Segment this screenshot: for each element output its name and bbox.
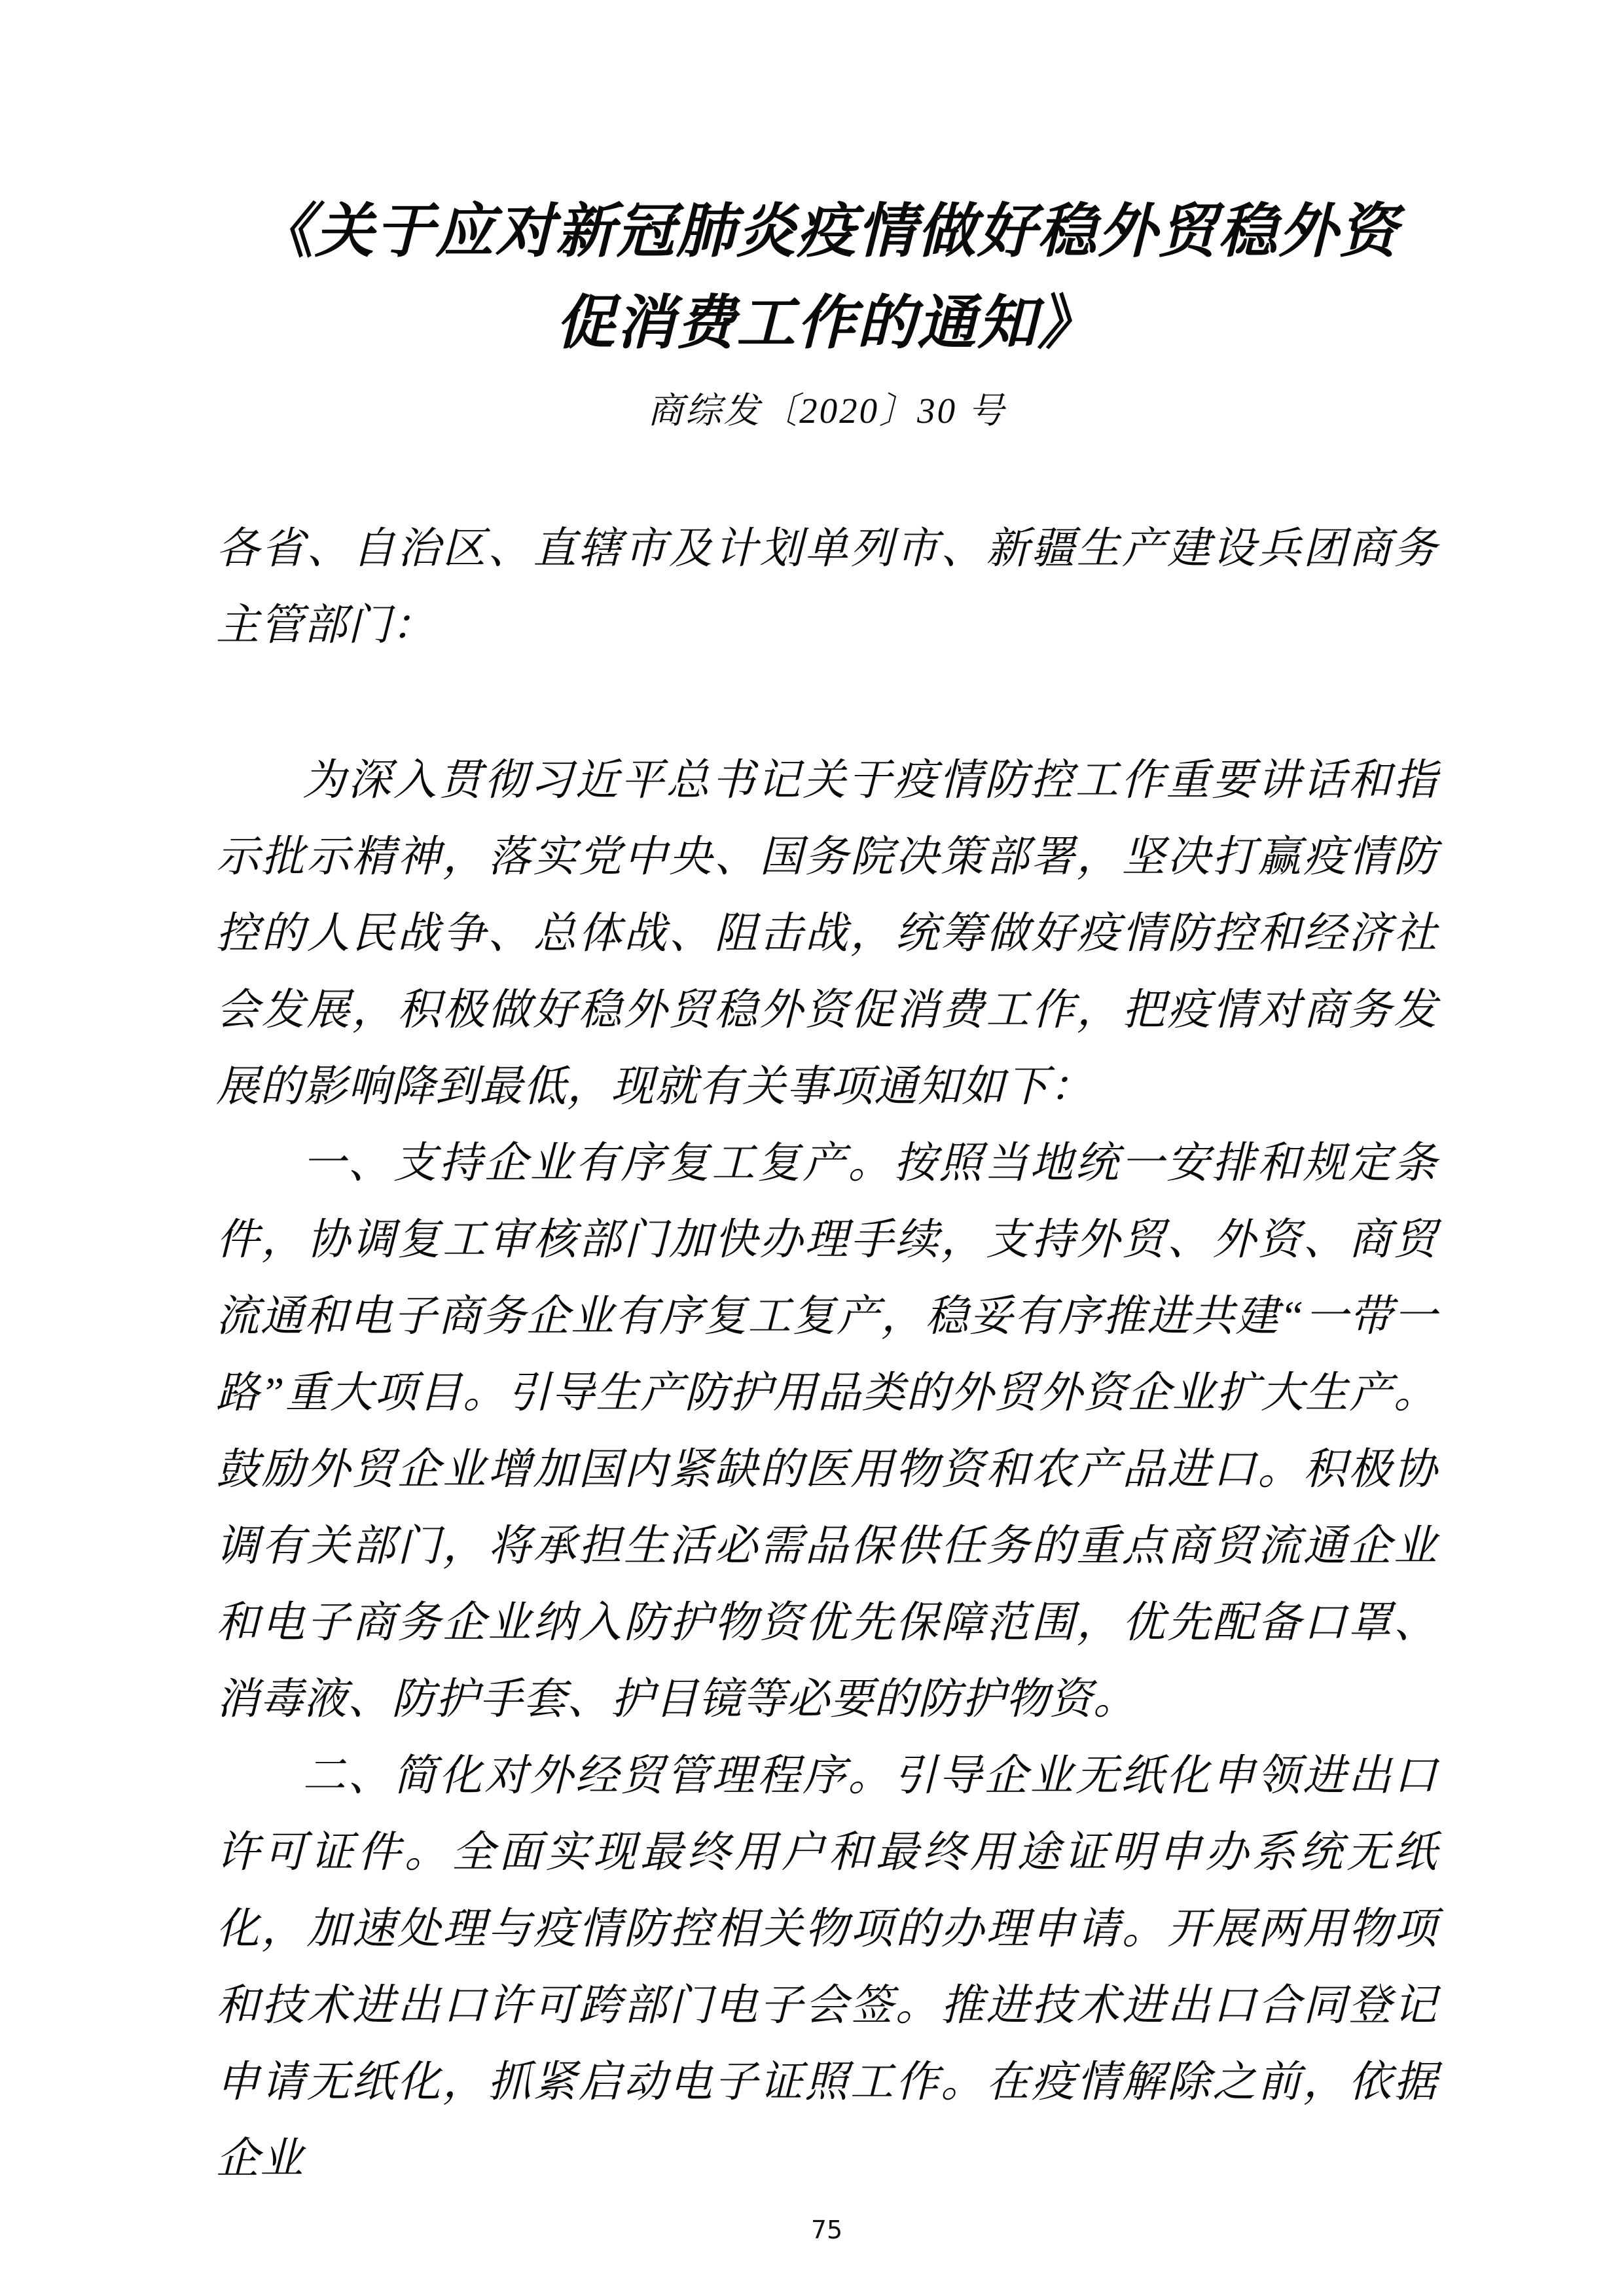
document-title-line1: 《关于应对新冠肺炎疫情做好稳外贸稳外资: [255, 200, 1399, 264]
paragraph-2: 一、支持企业有序复工复产。按照当地统一安排和规定条件，协调复工审核部门加快办理手续，支持外贸、外资、商贸流通和电子商务企业有序复工复产，稳妥有序推进共建“一带一路”重大项目。引导生产防护用品类的外贸外资企业扩大生产。鼓励外贸企业增加国内紧缺的医用物资和农产品进口。积极协调有关部门，将承担生活必需品保供任务的重点商贸流通企业和电子商务企业纳入防护物资优先保障范围，优先配备口罩、消毒液、防护手套、护目镜等必要的防护物资。: [216, 1139, 1437, 1723]
document-title-line2: 促消费工作的通知》: [556, 291, 1098, 356]
page-number: 75: [810, 2215, 843, 2244]
document-number: 商综发〔2020〕30 号: [647, 391, 1006, 431]
addressee-line: 各省、自治区、直辖市及计划单列市、新疆生产建设兵团商务主管部门：: [216, 525, 1437, 649]
paragraph-1: 为深入贯彻习近平总书记关于疫情防控工作重要讲话和指示批示精神，落实党中央、国务院决策部署，坚决打赢疫情防控的人民战争、总体战、阻击战，统筹做好疫情防控和经济社会发展，积极做好稳外贸稳外资促消费工作，把疫情对商务发展的影响降到最低，现就有关事项通知如下：: [216, 757, 1437, 1111]
document-body: [216, 511, 1437, 2197]
document-content: [0, 187, 1624, 2246]
document-title: [216, 187, 1437, 370]
paragraph-3: 二、简化对外经贸管理程序。引导企业无纸化申领进出口许可证件。全面实现最终用户和最终用途证明申办系统无纸化，加速处理与疫情防控相关物项的办理申请。开展两用物项和技术进出口许可跨部门电子会签。推进技术进出口合同登记申请无纸化，抓紧启动电子证照工作。在疫情解除之前，依据企业: [216, 1752, 1437, 2183]
